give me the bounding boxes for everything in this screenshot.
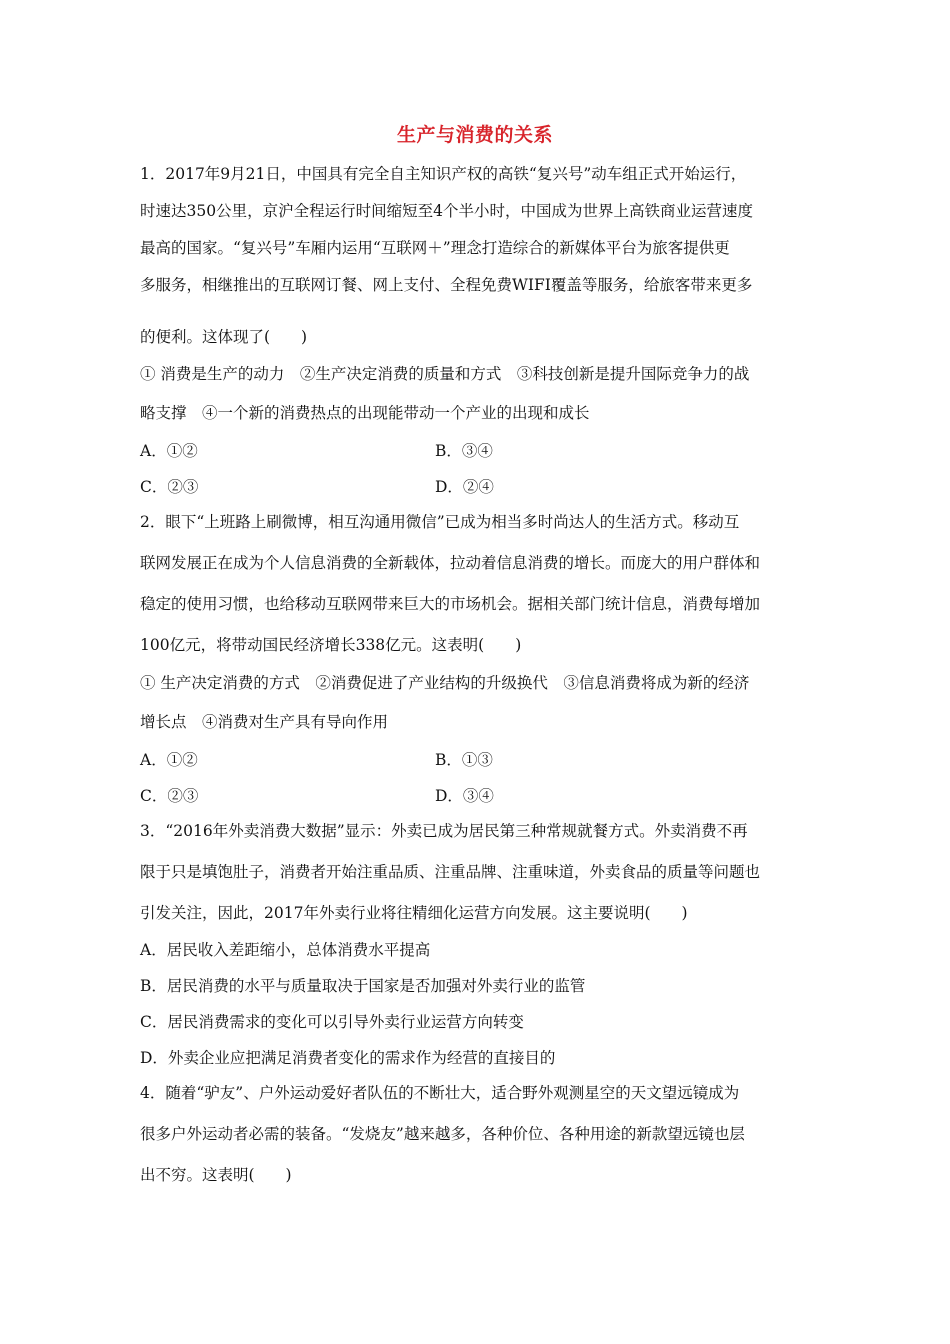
q1-line-2: 时速达350公里，京沪全程运行时间缩短至4个半小时，中国成为世界上高铁商业运营速度 (140, 202, 753, 220)
q1-line-4: 多服务，相继推出的互联网订餐、网上支付、全程免费WIFI覆盖等服务，给旅客带来更多 (140, 276, 753, 294)
q4-line-1: 4．随着“驴友”、户外运动爱好者队伍的不断壮大，适合野外观测星空的天文望远镜成为 (140, 1084, 740, 1102)
q4-line-3: 出不穷。这表明( ) (140, 1166, 292, 1184)
q3-line-2: 限于只是填饱肚子，消费者开始注重品质、注重品牌、注重味道，外卖食品的质量等问题也 (140, 863, 761, 881)
q3-line-3: 引发关注，因此，2017年外卖行业将往精细化运营方向发展。这主要说明( ) (140, 904, 688, 922)
q1-statement-2: 略支撑 ④一个新的消费热点的出现能带动一个产业的出现和成长 (140, 404, 590, 422)
q2-line-4: 100亿元，将带动国民经济增长338亿元。这表明( ) (140, 636, 522, 654)
q2-statement-2: 增长点 ④消费对生产具有导向作用 (140, 713, 389, 731)
q2-line-2: 联网发展正在成为个人信息消费的全新载体，拉动着信息消费的增长。而庞大的用户群体和 (140, 554, 761, 572)
q2-line-3: 稳定的使用习惯，也给移动互联网带来巨大的市场机会。据相关部门统计信息，消费每增加 (140, 595, 761, 613)
q2-option-d: D．③④ (435, 787, 494, 805)
q1-option-d: D．②④ (435, 478, 494, 496)
q1-option-a: A．①② (140, 442, 198, 460)
q3-line-1: 3．“2016年外卖消费大数据”显示：外卖已成为居民第三种常规就餐方式。外卖消费不再 (140, 822, 748, 840)
q1-option-c: C．②③ (140, 478, 199, 496)
q3-option-d: D．外卖企业应把满足消费者变化的需求作为经营的直接目的 (140, 1049, 556, 1067)
q4-line-2: 很多户外运动者必需的装备。“发烧友”越来越多，各种价位、各种用途的新款望远镜也层 (140, 1125, 745, 1143)
q1-line-1: 1．2017年9月21日，中国具有完全自主知识产权的高铁“复兴号”动车组正式开始运行， (140, 165, 747, 183)
q2-line-1: 2．眼下“上班路上刷微博，相互沟通用微信”已成为相当多时尚达人的生活方式。移动互 (140, 513, 740, 531)
q2-option-b: B．①③ (435, 751, 493, 769)
q3-option-b: B．居民消费的水平与质量取决于国家是否加强对外卖行业的监管 (140, 977, 586, 995)
q2-option-a: A．①② (140, 751, 198, 769)
q1-option-b: B．③④ (435, 442, 493, 460)
q2-statement-1: ① 生产决定消费的方式 ②消费促进了产业结构的升级换代 ③信息消费将成为新的经济 (140, 674, 750, 692)
q3-option-c: C．居民消费需求的变化可以引导外卖行业运营方向转变 (140, 1013, 524, 1031)
q2-option-c: C．②③ (140, 787, 199, 805)
q3-option-a: A．居民收入差距缩小，总体消费水平提高 (140, 941, 431, 959)
page-title: 生产与消费的关系 (396, 124, 553, 146)
q1-line-3: 最高的国家。“复兴号”车厢内运用“互联网＋”理念打造综合的新媒体平台为旅客提供更 (140, 239, 730, 257)
q1-line-5: 的便利。这体现了( ) (140, 328, 308, 346)
q1-statement-1: ① 消费是生产的动力 ②生产决定消费的质量和方式 ③科技创新是提升国际竞争力的战 (140, 365, 750, 383)
